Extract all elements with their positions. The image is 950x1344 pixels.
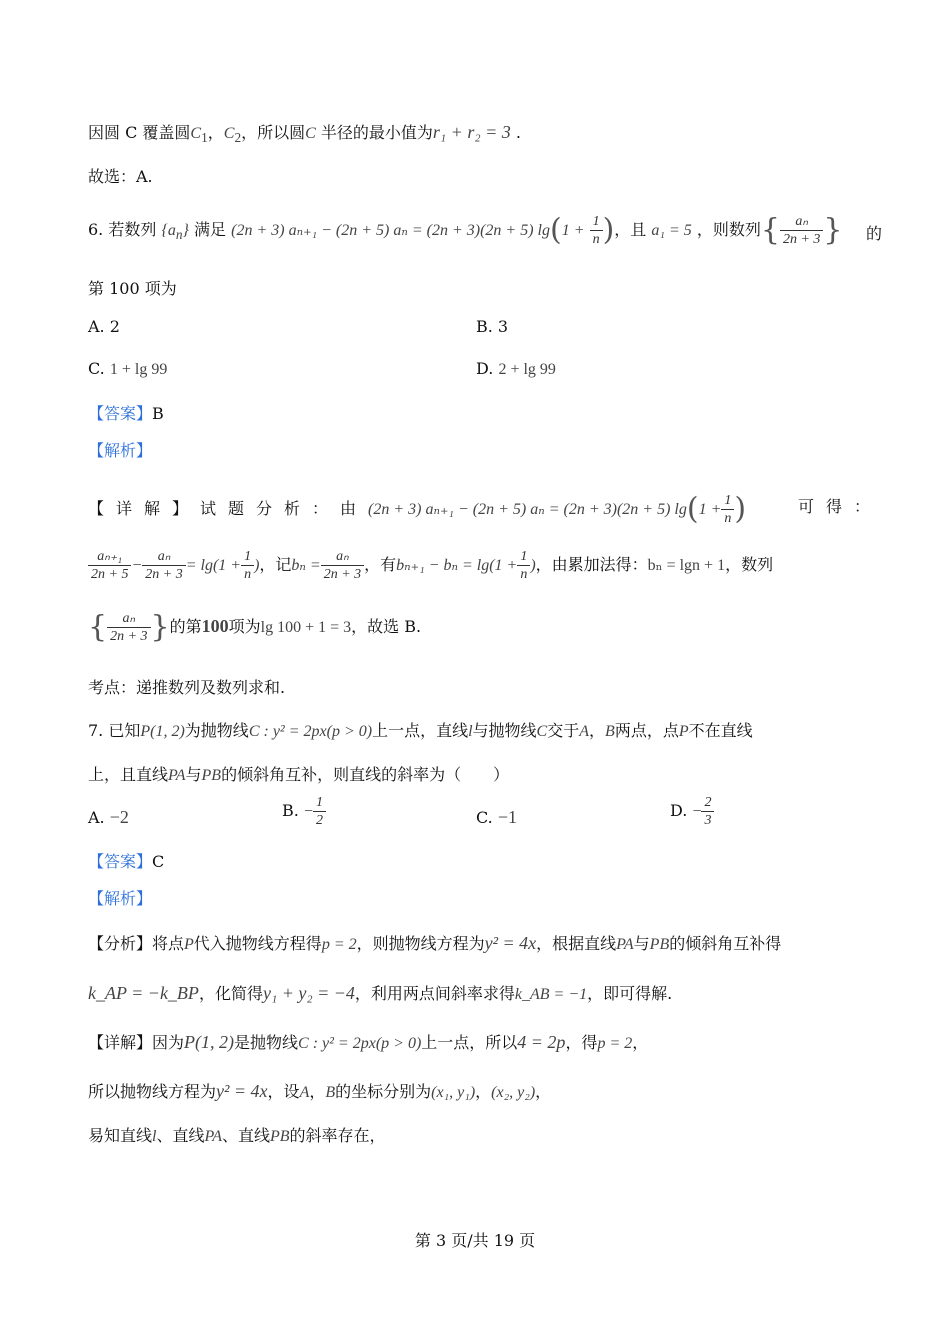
fraction: $\frac{\text{aₙ₊₁}}{2n + 5}$ — [88, 548, 131, 583]
analysis-7-line-2: k_AP = −k_BP，化简得y₁ + y₂ = −4，利用两点间斜率求得k_AB = −1，即可得解. — [88, 983, 673, 1003]
sequence-notation: $\{a_n\}$ — [161, 222, 189, 243]
option-a: A. 2 — [88, 317, 120, 336]
option-a: A. −2 — [88, 807, 129, 827]
option-c: C. −1 — [476, 807, 518, 827]
detail-7-line-3: 易知直线l、直线PA、直线PB的斜率存在， — [88, 1126, 386, 1145]
fraction: $\frac{\text{aₙ}}{2n + 3}$ — [107, 610, 150, 645]
detail-6-line-3: { $\frac{\text{aₙ}}{2n + 3}$ }的第100项为lg 100 + 1 = 3，故选 B. — [88, 609, 422, 645]
option-d: D. 2 + lg 99 — [476, 359, 556, 378]
analysis-6-tag: 【解析】 — [88, 441, 153, 460]
analysis-7-line-1: 【分析】将点P代入抛物线方程得p = 2，则抛物线方程为y² = 4x，根据直线PA与PB的倾斜角互补得 — [88, 933, 782, 953]
question-6-tail: 的 — [866, 224, 883, 243]
option-d: D. − $\frac{2}{3}$ — [670, 794, 714, 829]
fraction: $\frac{1}{n}$ — [241, 548, 254, 583]
answer-7: 【答案】C — [88, 852, 165, 871]
choice-line: 故选：A. — [88, 167, 153, 186]
fraction: $\frac{2}{3}$ — [701, 794, 714, 829]
fraction: $\frac{1}{n}$ — [721, 492, 734, 527]
question-7-line-2: 上，且直线PA与PB的倾斜角互补，则直线的斜率为（ ） — [88, 765, 510, 784]
detail-6-kede: 可得： — [798, 497, 883, 516]
fraction: $\frac{1}{n}$ — [517, 548, 530, 583]
detail-6-line-2: $\frac{\text{aₙ₊₁}}{2n + 5}$ − $\frac{\text{aₙ}}{2n + 3}$ = lg(1 + $\frac{1}{n}$ )，记bₙ = $\frac{\text{aₙ}}{2n + 3}$ ，有bₙ₊₁ − bₙ = lg(1 + $\frac{1}{n}$ )，由累加法得：bₙ = lgn + 1，数列 — [88, 548, 773, 583]
fraction: $\frac{\text{aₙ}}{2n + 3}$ — [321, 548, 364, 583]
question-6-line-2: 第 100 项为 — [88, 279, 177, 298]
fraction: $\frac{1}{2}$ — [313, 794, 326, 829]
option-b: B. − $\frac{1}{2}$ — [282, 794, 326, 829]
detail-7-line-2: 所以抛物线方程为y² = 4x，设A，B的坐标分别为(x₁, y₁)，(x₂, y₂)， — [88, 1081, 552, 1101]
detail-7-line-1: 【详解】因为P(1, 2)是抛物线C : y² = 2px(p > 0)上一点，所以4 = 2p，得p = 2， — [88, 1032, 649, 1052]
question-6: 6. 若数列 $\{a_n\}$ 满足 (2n + 3) aₙ₊₁ − (2n + 5) aₙ = (2n + 3)(2n + 5) lg(1 + $\frac{1}{n}$ )，且 a₁ = 5 ，则数列{ $\frac{\text{aₙ}}{2n + 3}$ } — [88, 212, 843, 248]
fraction: $\frac{1}{n}$ — [590, 213, 603, 248]
fraction: $\frac{\text{aₙ}}{2n + 3}$ — [142, 548, 185, 583]
analysis-7-tag: 【解析】 — [88, 889, 153, 908]
option-b: B. 3 — [476, 317, 509, 336]
page-footer: 第 3 页/共 19 页 — [414, 1231, 536, 1250]
detail-6-line-1: 【详解】试题分析：由(2n + 3) aₙ₊₁ − (2n + 5) aₙ = (2n + 3)(2n + 5) lg(1 + $\frac{1}{n}$ ) — [88, 491, 747, 527]
option-c: C. 1 + lg 99 — [88, 359, 168, 378]
question-7: 7. 已知P(1, 2)为抛物线C : y² = 2px(p > 0)上一点，直线l与抛物线C交于A，B两点，点P不在直线 — [88, 721, 753, 740]
solution-line-cover: 因圆 C 覆盖圆$C_1$，$C_2$，所以圆C 半径的最小值为r₁ + r₂ = 3 . — [88, 122, 521, 146]
answer-6: 【答案】B — [88, 404, 164, 423]
fraction: $\frac{\text{aₙ}}{2n + 3}$ — [780, 213, 823, 248]
key-point: 考点：递推数列及数列求和. — [88, 678, 286, 697]
